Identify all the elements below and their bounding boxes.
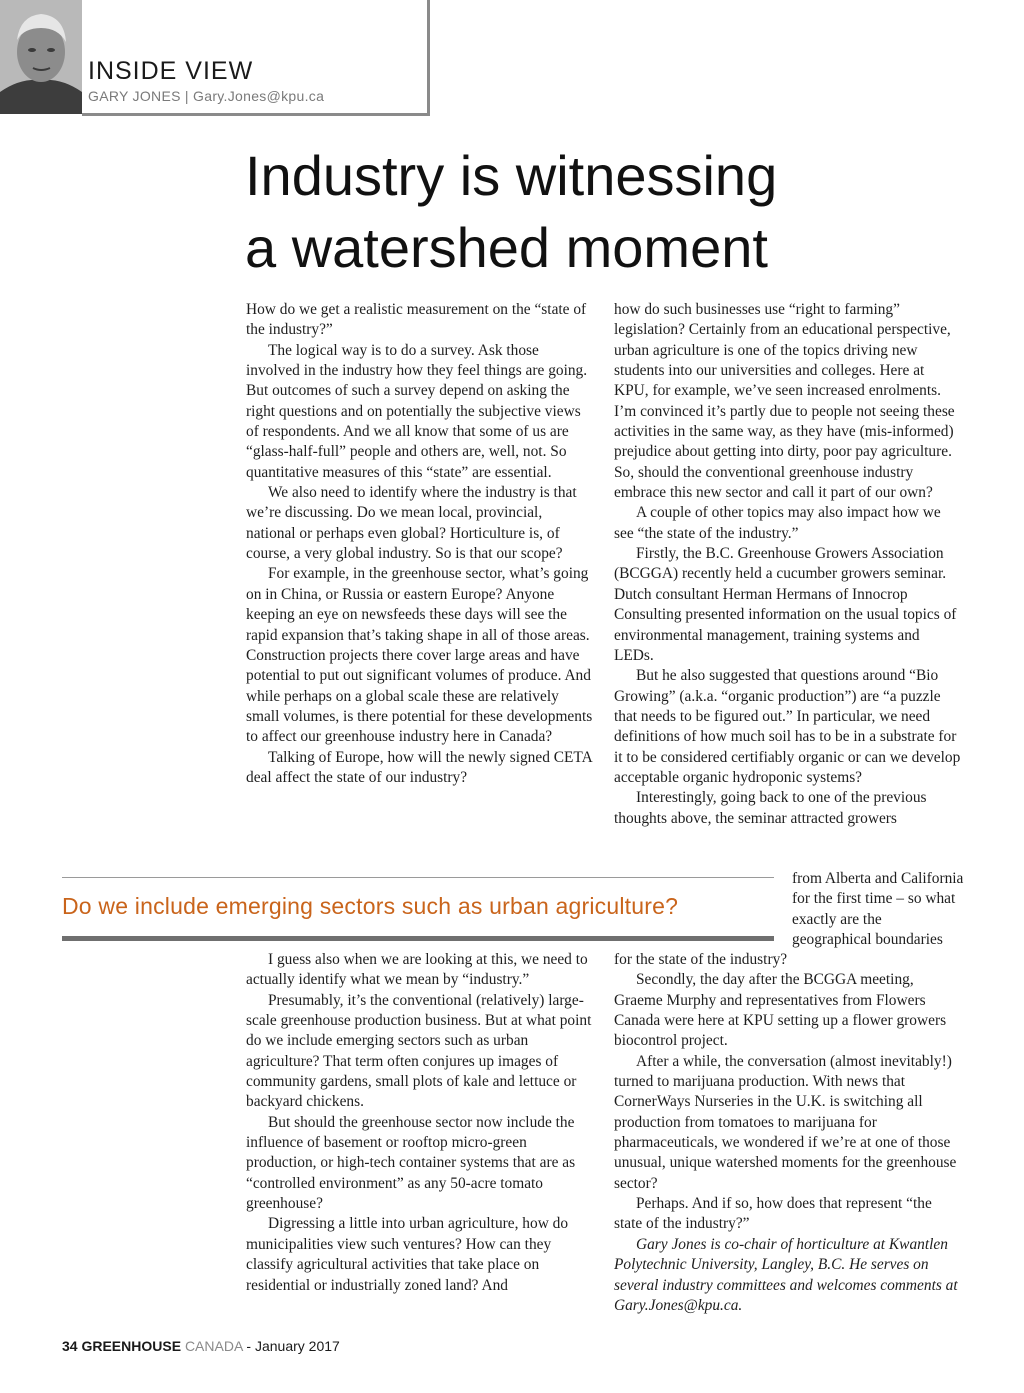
paragraph: After a while, the conversation (almost inevitably!) turned to marijuana production. With news that CornerWays Nurseries in the U.K. is switching all production from tomatoes to marijuana for pharmaceuticals, we wondered if we’re at one of those unusual, unique watershed moments for the greenhouse sector? [614,1052,957,1192]
pull-quote: Do we include emerging sectors such as urban agriculture? [62,893,679,919]
author-photo [0,0,82,114]
paragraph: Interestingly, going back to one of the previous thoughts above, the seminar attracted growers [614,789,927,827]
headline-line-2: a watershed moment [245,216,768,279]
magazine-name: GREENHOUSE [81,1338,182,1354]
headline-line-1: Industry is witnessing [245,144,778,207]
issue-date: - January 2017 [246,1338,340,1354]
paragraph: for the state of the industry? [614,951,788,968]
paragraph: But he also suggested that questions around “Bio Growing” (a.k.a. “organic production”) are “a puzzle that needs to be figured out.” In particular, we need definitions of how much soil has to be in a substrate for it to be considered certifiably organic or can we develop acceptable organic hydroponic systems? [614,667,961,786]
body-column-left-bottom [246,950,594,1296]
body-column-right-bottom [614,950,962,1316]
paragraph: Presumably, it’s the conventional (relatively) large-scale greenhouse production business. But at what point do we include emerging sectors such as urban agriculture? That term often conjures up images of community gardens, small plots of kale and lettuce or backyard chickens. [246,991,592,1111]
paragraph: We also need to identify where the industry is that we’re discussing. Do we mean local, provincial, national or perhaps even global? Horticulture is, of course, a very global industry. So is that our scope? [246,484,577,563]
author-bio: Gary Jones is co-chair of horticulture at Kwantlen Polytechnic University, Langley, B.C. He serves on several industry committees and welcomes comments at Gary.Jones@kpu.ca. [614,1235,958,1314]
wrapped-text-beside-pull-quote: from Alberta and California for the first time – so what exactly are the geographical boundaries [792,870,964,949]
paragraph: Digressing a little into urban agriculture, how do municipalities view such ventures? How can they classify agricultural activities that take place on residential or industrially zoned land? And [246,1215,569,1294]
author-byline: GARY JONES | Gary.Jones@kpu.ca [88,88,325,104]
paragraph: The logical way is to do a survey. Ask those involved in the industry how they feel things are going. But outcomes of such a survey depend on asking the right questions and on potentially the subjective views of respondents. And we all know that some of us are “glass-half-full” people and others are, well, not. So quantitative measures of this “state” are essential. [246,341,588,481]
paragraph: For example, in the greenhouse sector, what’s going on in China, or Russia or eastern Europe? Anyone keeping an eye on newsfeeds these days will see the rapid expansion that’s taking shape in all of those areas. Construction projects there cover large areas and have potential to put out significant volumes of produce. And while perhaps on a global scale these are relatively small volumes, is there potential for these developments to affect our greenhouse industry here in Canada? [246,565,593,746]
pull-quote-rule-bottom [62,936,774,941]
magazine-name-suffix: CANADA [184,1338,243,1354]
paragraph: Firstly, the B.C. Greenhouse Growers Association (BCGGA) recently held a cucumber growers seminar. Dutch consultant Herman Hermans of Innocrop Consulting presented information on the usual topics of environmental management, training systems and LEDs. [614,545,957,664]
page-number: 34 [62,1338,78,1354]
pull-quote-rule-top [62,877,774,878]
article-headline [245,140,965,284]
paragraph: A couple of other topics may also impact how we see “the state of the industry.” [614,504,941,542]
paragraph: Talking of Europe, how will the newly signed CETA deal affect the state of our industry? [246,748,592,786]
paragraph: Perhaps. And if so, how does that represent “the state of the industry?” [614,1195,932,1233]
paragraph: I guess also when we are looking at this, we need to actually identify what we mean by “industry.” [246,951,588,989]
paragraph: How do we get a realistic measurement on the “state of the industry?” [246,301,587,339]
body-column-right-top [614,300,962,829]
paragraph: how do such businesses use “right to farming” legislation? Certainly from an educational perspective, urban agriculture is one of the topics driving new students into our universities and colleges. Here at KPU, for example, we’ve seen increased enrolments. I’m convinced it’s partly due to people not seeing these activities in the same way, as they have (mis-informed) prejudice about getting into dirty, poor pay agriculture. So, should the conventional greenhouse industry embrace this new sector and call it part of our own? [614,301,955,502]
body-column-left-top [246,300,594,788]
paragraph: Secondly, the day after the BCGGA meeting, Graeme Murphy and representatives from Flowers Canada were here at KPU setting up a flower growers biocontrol project. [614,971,947,1050]
paragraph: But should the greenhouse sector now include the influence of basement or rooftop micro-green production, or high-tech container systems that are as “controlled environment” as any 50-acre tomato greenhouse? [246,1113,576,1213]
column-title: INSIDE VIEW [88,57,254,85]
page-footer [62,1338,340,1354]
author-portrait-icon [0,0,82,114]
